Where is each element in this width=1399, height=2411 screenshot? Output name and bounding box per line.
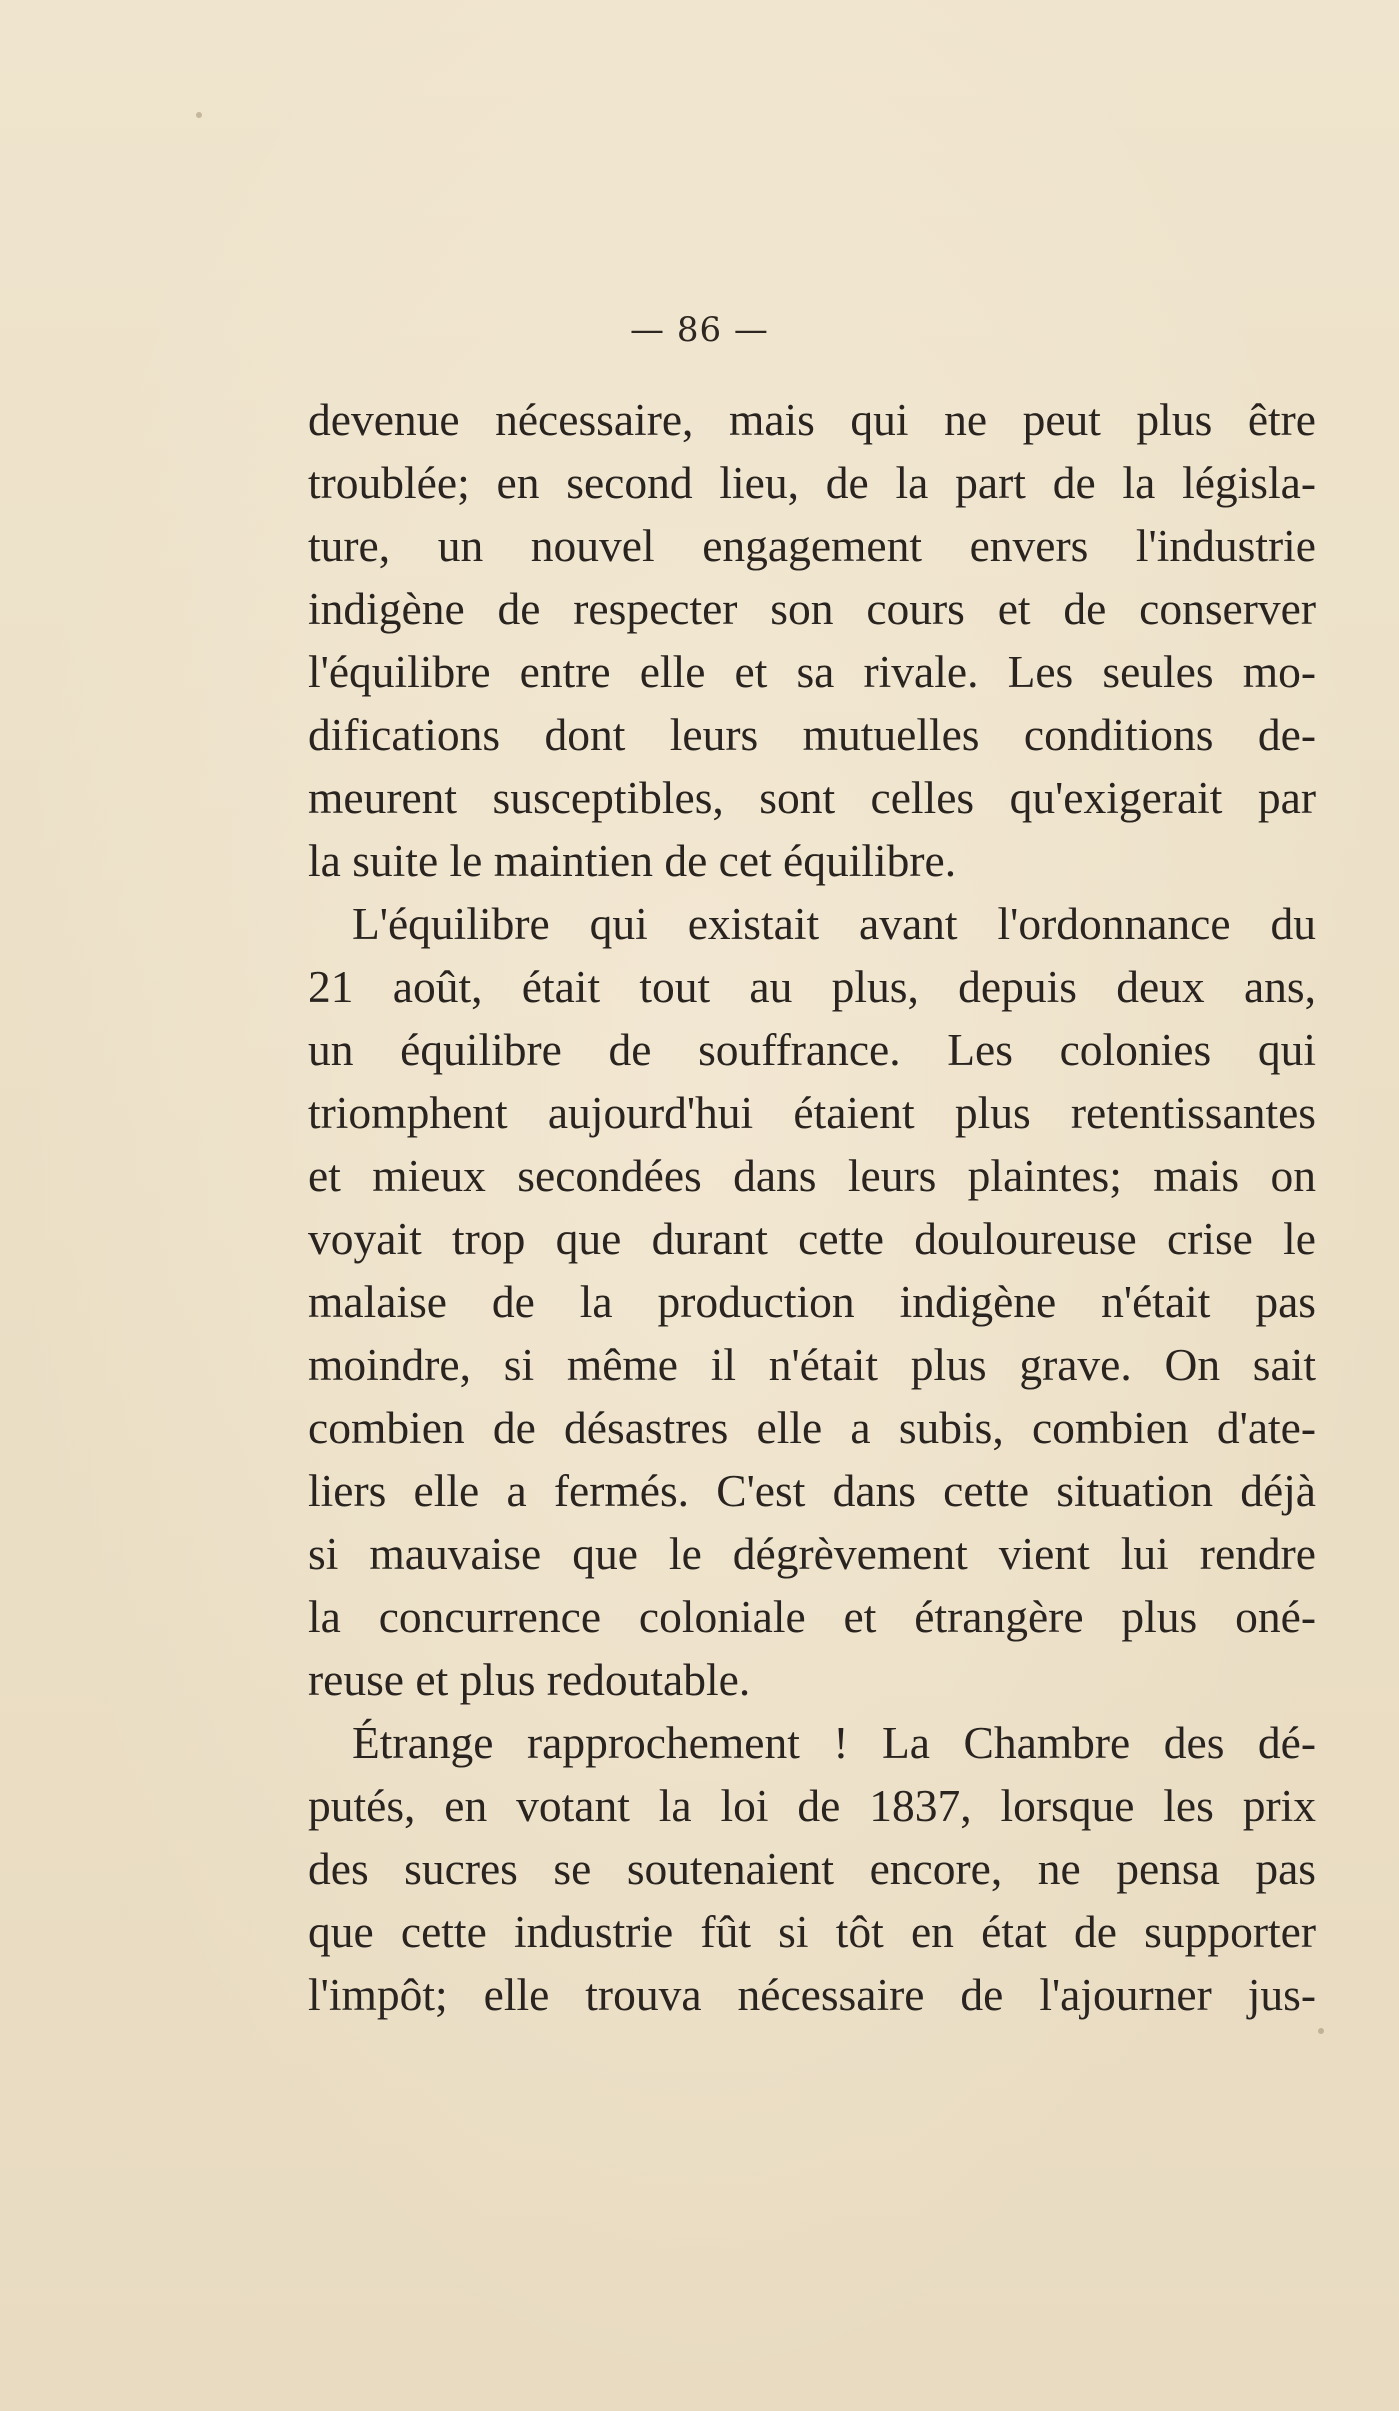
text-line: difications dont leurs mutuelles conditions de- <box>308 709 1316 760</box>
paragraph-end-line: la suite le maintien de cet équilibre. <box>308 835 957 886</box>
text-line: meurent susceptibles, sont celles qu'exigerait par <box>308 772 1316 823</box>
paragraph-start-line: L'équilibre qui existait avant l'ordonnance du <box>352 898 1316 949</box>
text-line: si mauvaise que le dégrèvement vient lui rendre <box>308 1528 1316 1579</box>
page-body <box>308 388 1316 2026</box>
paper-speck <box>1318 2028 1324 2034</box>
text-line: liers elle a fermés. C'est dans cette situation déjà <box>308 1465 1316 1516</box>
text-line: que cette industrie fût si tôt en état de supporter <box>308 1906 1316 1957</box>
text-line: l'impôt; elle trouva nécessaire de l'ajourner jus- <box>308 1969 1316 2020</box>
text-line: putés, en votant la loi de 1837, lorsque les prix <box>308 1780 1316 1831</box>
text-line: un équilibre de souffrance. Les colonies qui <box>308 1024 1316 1075</box>
text-line: malaise de la production indigène n'était pas <box>308 1276 1316 1327</box>
text-line: ture, un nouvel engagement envers l'industrie <box>308 520 1316 571</box>
paper-speck <box>196 112 202 118</box>
text-line: et mieux secondées dans leurs plaintes; mais on <box>308 1150 1316 1201</box>
text-line: des sucres se soutenaient encore, ne pensa pas <box>308 1843 1316 1894</box>
text-line: triomphent aujourd'hui étaient plus retentissantes <box>308 1087 1316 1138</box>
text-line: troublée; en second lieu, de la part de la législa- <box>308 457 1316 508</box>
text-line: voyait trop que durant cette douloureuse crise le <box>308 1213 1316 1264</box>
text-line: l'équilibre entre elle et sa rivale. Les seules mo- <box>308 646 1316 697</box>
text-line: indigène de respecter son cours et de conserver <box>308 583 1316 634</box>
paragraph-end-line: reuse et plus redoutable. <box>308 1654 751 1705</box>
text-line: 21 août, était tout au plus, depuis deux ans, <box>308 961 1316 1012</box>
text-line: combien de désastres elle a subis, combien d'ate- <box>308 1402 1316 1453</box>
text-line: la concurrence coloniale et étrangère plus oné- <box>308 1591 1316 1642</box>
paragraph-start-line: Étrange rapprochement ! La Chambre des dé- <box>352 1717 1316 1768</box>
page-number: — 86 — <box>630 310 769 350</box>
text-line: devenue nécessaire, mais qui ne peut plus être <box>308 394 1316 445</box>
text-line: moindre, si même il n'était plus grave. On sait <box>308 1339 1316 1390</box>
